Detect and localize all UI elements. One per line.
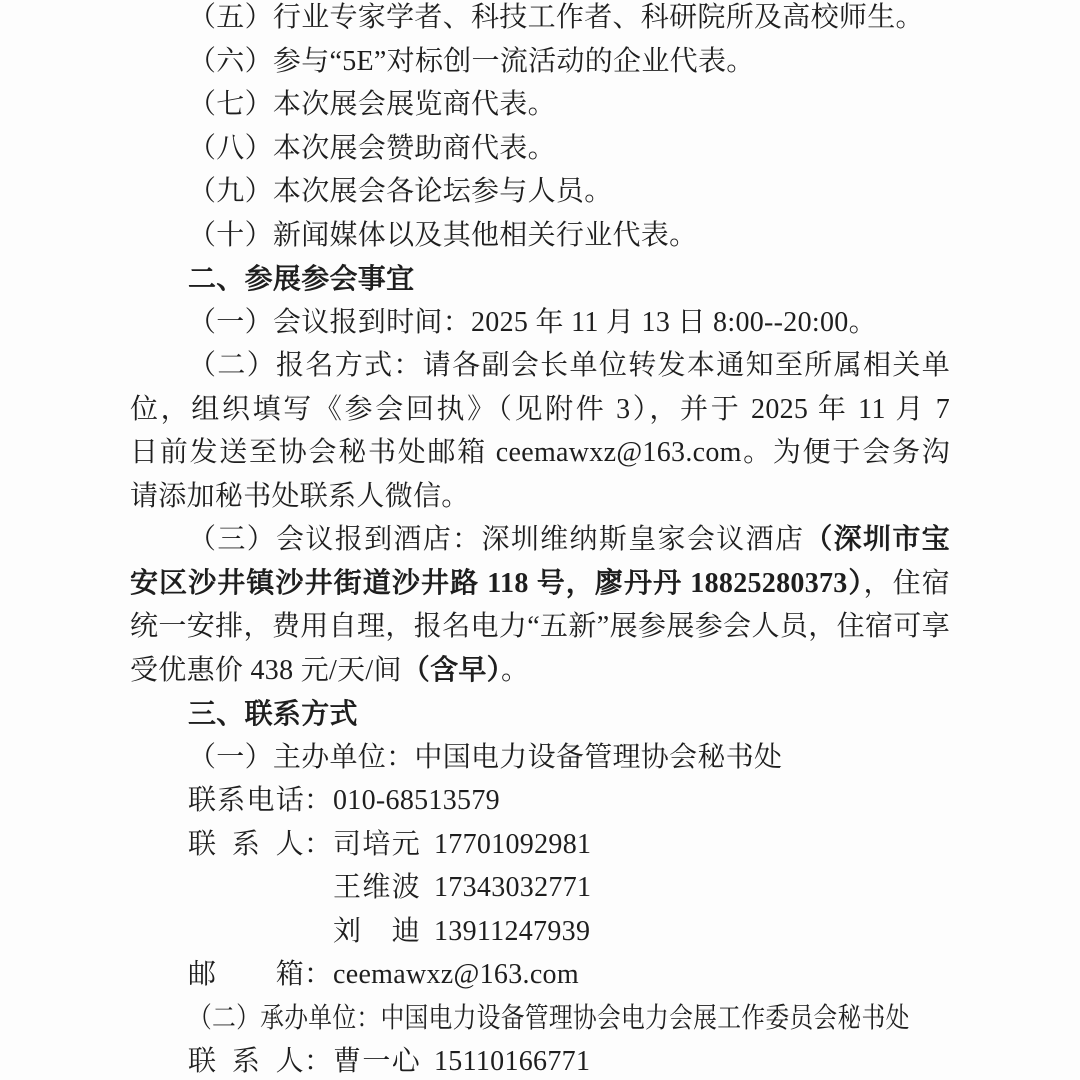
signup-method-line-3: 日前发送至协会秘书处邮箱 ceemawxz@163.com。为便于会务沟 (130, 437, 950, 468)
phone-label: 联系电话 (188, 785, 304, 816)
hotel-line-end: 。 (500, 654, 530, 686)
checkin-time: （一）会议报到时间：2025 年 11 月 13 日 8:00--20:00。 (188, 306, 877, 338)
contact-name: 曹一心 (333, 1046, 420, 1077)
contact-name: 司培元 (333, 828, 420, 860)
hotel-line-2 (130, 566, 950, 602)
contact-name: 刘 迪 (333, 915, 420, 947)
contact-label: 联 系 人 (188, 828, 304, 860)
contact-phone: 15110166771 (434, 1046, 591, 1077)
contact-phone: 17701092981 (434, 828, 592, 860)
section-heading-contacts: 三、联系方式 (188, 698, 358, 729)
contact-phone: 17343032771 (434, 872, 592, 903)
organizer-phone-row (130, 783, 950, 819)
signup-method-line-4: 请添加秘书处联系人微信。 (130, 480, 470, 512)
contact-label: 联 系 人 (188, 1046, 304, 1077)
section-heading-registration: 二、参展参会事宜 (188, 263, 415, 294)
signup-method-line-1: （二）报名方式：请各副会长单位转发本通知至所属相关单 (188, 350, 950, 381)
attendee-item-5: （五）行业专家学者、科技工作者、科研院所及高校师生。 (188, 2, 924, 33)
host-title-row (130, 1001, 950, 1037)
attendee-item-9: （九）本次展会各论坛参与人员。 (188, 176, 613, 207)
hotel-line-1 (130, 522, 950, 558)
attendee-item-7: （七）本次展会展览商代表。 (188, 89, 556, 120)
host-contact-row (130, 1044, 950, 1080)
email-label: 邮 箱 (188, 959, 304, 990)
organizer-contact-row-3 (130, 914, 950, 950)
contact-colon: ： (304, 1046, 333, 1077)
organizer-title: （一）主办单位：中国电力设备管理协会秘书处 (188, 741, 783, 773)
host-title: （二）承办单位：中国电力设备管理协会电力会展工作委员会秘书处 (188, 1002, 910, 1034)
organizer-email: ceemawxz@163.com (333, 959, 579, 990)
attendee-item-10: （十）新闻媒体以及其他相关行业代表。 (188, 219, 698, 251)
hotel-address-start: （深圳市宝 (804, 524, 950, 555)
hotel-intro: （三）会议报到酒店：深圳维纳斯皇家会议酒店 (188, 524, 805, 555)
organizer-contact-row-2 (130, 870, 950, 906)
contact-phone: 13911247939 (434, 915, 591, 947)
organizer-contact-row-1 (130, 827, 950, 863)
hotel-breakfast-note: （含早） (401, 654, 501, 686)
hotel-lodging-start: ，住宿 (863, 567, 950, 599)
organizer-phone: 010-68513579 (333, 785, 500, 816)
attendee-item-6: （六）参与“5E”对标创一流活动的企业代表。 (188, 45, 755, 77)
email-colon: ： (304, 959, 333, 990)
hotel-line-4 (130, 653, 950, 689)
contact-name: 王维波 (333, 872, 420, 903)
organizer-email-row (130, 957, 950, 993)
phone-colon: ： (304, 785, 333, 816)
hotel-address-contact: 安区沙井镇沙井街道沙井路 118 号，廖丹丹 18825280373） (130, 567, 864, 599)
contact-colon: ： (304, 828, 333, 860)
hotel-price: 受优惠价 438 元/天/间 (130, 654, 402, 686)
attendee-item-8: （八）本次展会赞助商代表。 (188, 132, 556, 164)
hotel-line-3: 统一安排，费用自理，报名电力“五新”展参展参会人员，住宿可享 (130, 611, 950, 642)
signup-method-line-2: 位，组织填写《参会回执》（见附件 3），并于 2025 年 11 月 7 (130, 393, 950, 425)
